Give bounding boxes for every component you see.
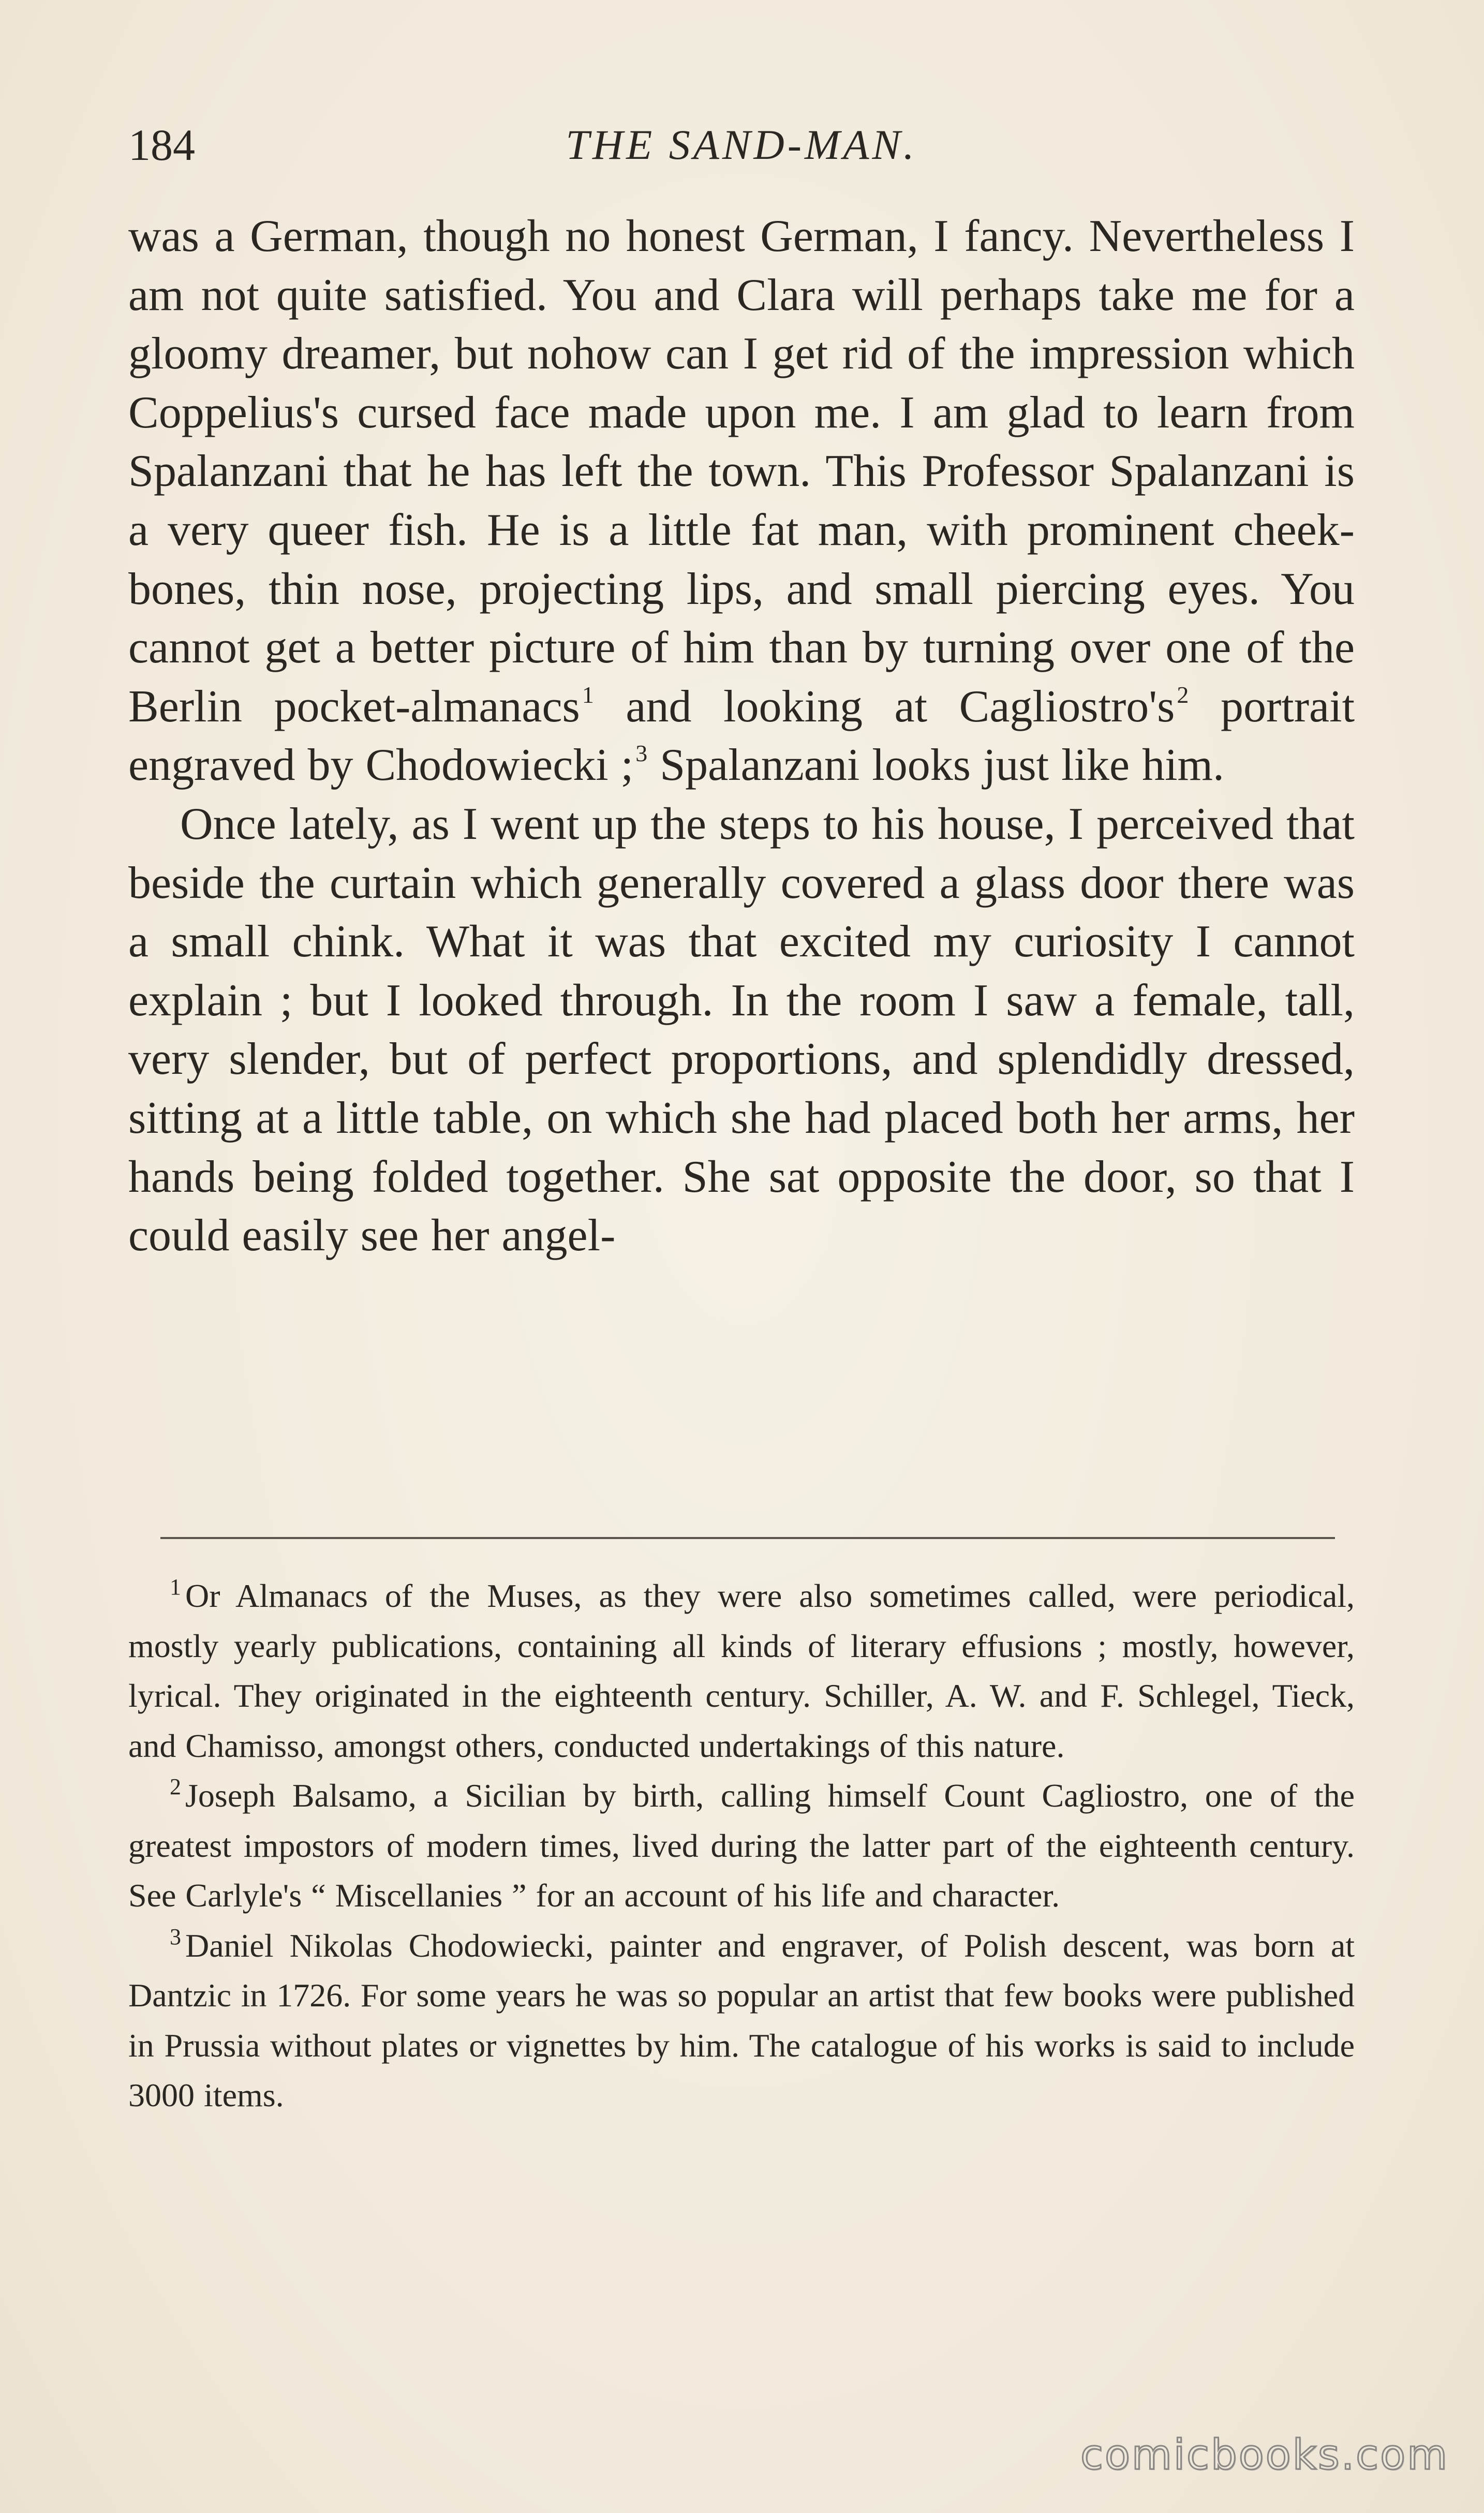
footnotes [128,1571,1355,2121]
footnote-3-text: Daniel Nikolas Chodowiecki, painter and engraver, of Polish descent, was born at Dantzic in 1726. For some years he was so popular an artist that few books were published in Prussia without plates or vignettes by him. The catalogue of his works is said to include 3000 items. [128,1927,1355,2113]
footnote-divider [160,1537,1335,1539]
footnote-reference-2: 2 [1177,681,1189,708]
page-number: 184 [128,120,195,170]
running-title: THE SAND-MAN. [566,121,917,168]
footnote-3 [128,1921,1355,2121]
watermark: comicbooks.com [1080,2431,1449,2479]
paragraph-1-part-3: portrait engraved by Chodowiecki ; [128,681,1355,791]
paragraph-1-part-1: was a German, though no honest German, I fancy. Nevertheless I am not quite satisfied. You and Clara will perhaps take me for a gloomy dreamer, but nohow can I get rid of the impression which Coppelius's cursed face made upon me. I am glad to learn from Spalanzani that he has left the town. This Professor Spalanzani is a very queer fish. He is a little fat man, with prominent cheek-bones, thin nose, projecting lips, and small piercing eyes. You cannot get a better picture of him than by turning over one of the Berlin pocket-almanacs [128,211,1355,732]
body-text [128,207,1355,1265]
footnote-reference-1: 1 [582,681,594,708]
footnote-3-mark: 3 [170,1924,181,1949]
footnote-1-mark: 1 [170,1574,181,1600]
footnote-2-text: Joseph Balsamo, a Sicilian by birth, calling himself Count Cagliostro, one of the greatest impostors of modern times, lived during the latter part of the eighteenth century. See Carlyle's “ Miscellanies ” for an account of his life and character. [128,1777,1355,1914]
footnote-2-mark: 2 [170,1774,181,1799]
footnote-1 [128,1571,1355,1771]
paragraph-1-part-2: and looking at Cagliostro's [593,681,1175,732]
paragraph-1-part-4: Spalanzani looks just like him. [647,740,1224,791]
footnote-2 [128,1771,1355,1921]
paragraph-1 [128,207,1355,795]
footnote-1-text: Or Almanacs of the Muses, as they were also sometimes called, were periodical, mostly yearly publications, containing all kinds of literary effusions ; mostly, however, lyrical. They originated in the eighteenth century. Schiller, A. W. and F. Schlegel, Tieck, and Chamisso, amongst others, conducted undertakings of this nature. [128,1577,1355,1764]
paragraph-2: Once lately, as I went up the steps to his house, I perceived that beside the curtain which generally covered a glass door there was a small chink. What it was that excited my curiosity I cannot explain ; but I looked through. In the room I saw a female, tall, very slender, but of perfect proportions, and splendidly dressed, sitting at a little table, on which she had placed both her arms, her hands being folded together. She sat opposite the door, so that I could easily see her angel- [128,799,1355,1261]
footnote-reference-3: 3 [635,740,648,767]
running-head [128,111,1355,179]
